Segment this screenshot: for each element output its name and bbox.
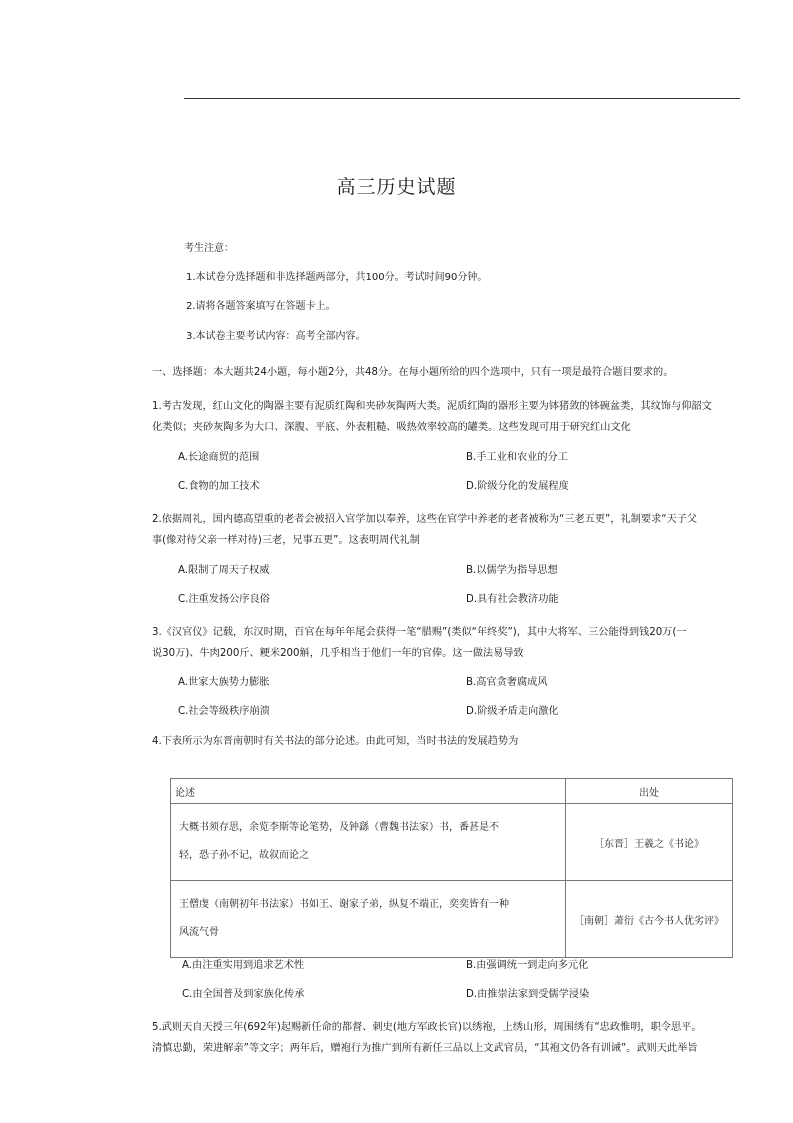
- q1-option-c: C.食物的加工技术: [178, 481, 260, 492]
- q2-option-b: B.以儒学为指导思想: [466, 565, 558, 576]
- notice-item-3: 3.本试卷主要考试内容：高考全部内容。: [186, 331, 366, 342]
- q3-option-b: B.高官贪奢腐成风: [466, 677, 548, 688]
- q1-option-b: B.手工业和农业的分工: [466, 452, 568, 463]
- table-header-discussion: 论述: [171, 779, 566, 804]
- table-cell-source: ［南朝］萧衍《古今书人优劣评》: [566, 881, 733, 958]
- q3-option-c: C.社会等级秩序崩溃: [178, 706, 270, 717]
- row2-text-line2: 风流气骨: [179, 927, 219, 938]
- table-header-source: 出处: [566, 779, 733, 804]
- q3-stem-line1: 3.《汉官仪》记载，东汉时期，百官在每年年尾会获得一笔“腊赐”(类似“年终奖”)，其中大将军、三公能得到钱20万(一: [152, 627, 687, 638]
- q3-stem-line2: 说30万)、牛肉200斤、粳米200斛，几乎相当于他们一年的官俸。这一做法易导致: [152, 648, 524, 659]
- q1-option-a: A.长途商贸的范围: [178, 452, 260, 463]
- q2-stem-line2: 事(像对待父亲一样对待)三老，兄事五更”。这表明周代礼制: [152, 535, 420, 546]
- q3-option-a: A.世家大族势力膨胀: [178, 677, 270, 688]
- q1-option-d: D.阶级分化的发展程度: [466, 481, 569, 492]
- q4-option-b: B.由强调统一到走向多元化: [466, 960, 589, 971]
- table-cell-discussion: [171, 881, 566, 958]
- table-row: [171, 804, 733, 881]
- q2-option-c: C.注重发扬公序良俗: [178, 594, 270, 605]
- q4-option-d: D.由推崇法家到受儒学浸染: [466, 989, 590, 1000]
- table-cell-discussion: [171, 804, 566, 881]
- q1-stem-line1: 1.考古发现，红山文化的陶器主要有泥质红陶和夹砂灰陶两大类。泥质红陶的器形主要为钵猪敛的钵碗盆类，其纹饰与仰韶文: [152, 401, 712, 412]
- q2-option-d: D.具有社会教济功能: [466, 594, 559, 605]
- q4-option-c: C.由全国普及到家族化传承: [182, 989, 305, 1000]
- notice-item-1: 1.本试卷分选择题和非选择题两部分，共100分。考试时间90分钟。: [186, 272, 488, 283]
- q5-stem-line1: 5.武则天自天授三年(692年)起赐新任命的都督、刺史(地方军政长官)以绣袍，上绣山形，周围绣有“忠政惟明，职令思平。: [152, 1022, 702, 1033]
- notice-item-2: 2.请将各题答案填写在答题卡上。: [186, 301, 336, 312]
- table-header-row: [171, 779, 733, 804]
- q1-stem-line2: 化类似；夹砂灰陶多为大口、深腹、平底、外表粗糙、吸热效率较高的罐类。这些发现可用于研究红山文化: [152, 422, 631, 433]
- section-heading: 一、选择题：本大题共24小题，每小题2分，共48分。在每小题所给的四个选项中，只有一项是最符合题目要求的。: [152, 367, 674, 378]
- q3-option-d: D.阶级矛盾走向激化: [466, 706, 559, 717]
- notice-heading: 考生注意：: [184, 243, 234, 254]
- row2-text-line1: 王僧虔（南朝初年书法家）书如王、谢家子弟，纵复不端正，奕奕皆有一种: [179, 899, 509, 910]
- q4-option-a: A.由注重实用到追求艺术性: [182, 960, 305, 971]
- q2-option-a: A.限制了周天子权威: [178, 565, 270, 576]
- q5-stem-line2: 清慎忠勤，荣进解亲”等文字；两年后，赠袍行为推广到所有新任三品以上文武官员，“其袍文仍各有训诫”。武则天此举旨: [152, 1043, 698, 1054]
- q2-stem-line1: 2.依据周礼，国内德高望重的老者会被招入官学加以奉养，这些在官学中养老的老者被称为“三老五更”，礼制要求“天子父: [152, 514, 698, 525]
- row1-text-line1: 大概书须存思，余览李斯等论笔势，及钟繇（曹魏书法家）书，番甚是不: [179, 822, 499, 833]
- table-row: [171, 881, 733, 958]
- row1-text-line2: 轻，恐子孙不记，故叙而论之: [179, 850, 309, 861]
- q4-stem: 4.下表所示为东晋南朝时有关书法的部分论述。由此可知，当时书法的发展趋势为: [152, 736, 519, 747]
- header-rule: [184, 98, 740, 99]
- table-cell-source: ［东晋］王羲之《书论》: [566, 804, 733, 881]
- page-title: 高三历史试题: [336, 176, 457, 198]
- q4-table: [170, 778, 733, 958]
